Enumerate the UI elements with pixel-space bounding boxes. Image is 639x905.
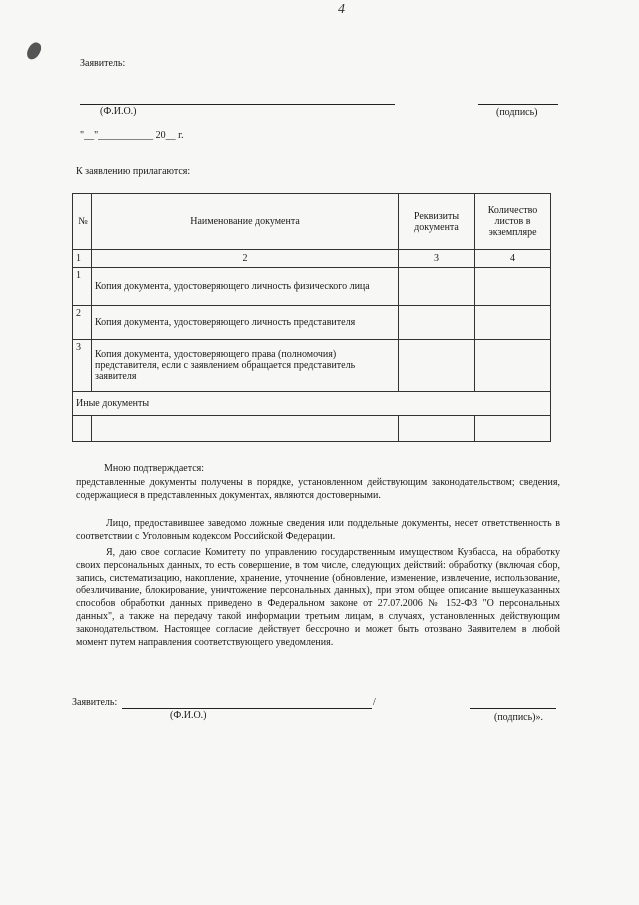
header-name: Наименование документа <box>92 194 399 250</box>
row-num: 3 <box>73 340 92 392</box>
row-num: 2 <box>73 306 92 340</box>
footer-signature-caption: (подпись)». <box>494 712 544 723</box>
row-requisites <box>399 268 475 306</box>
table-other-row <box>73 392 551 416</box>
date-line: "__"___________ 20__ г. <box>80 130 184 141</box>
confirm-text: представленные документы получены в порядке, установленном действующим законодательством; сведения, содержащиеся в представленных документах, являются достоверными. <box>76 477 560 501</box>
table-row <box>73 340 551 392</box>
footer-fio-line <box>122 708 372 709</box>
colnum-1: 1 <box>73 250 92 268</box>
other-docs-label: Иные документы <box>73 392 551 416</box>
row-sheets <box>475 416 551 442</box>
fio-caption: (Ф.И.О.) <box>100 106 137 117</box>
table-row <box>73 306 551 340</box>
header-num: № <box>73 194 92 250</box>
applicant-label: Заявитель: <box>80 58 126 69</box>
footer-applicant-label: Заявитель: <box>72 697 118 708</box>
row-name: Копия документа, удостоверяющего личность физического лица <box>92 268 399 306</box>
row-requisites <box>399 340 475 392</box>
header-sheets: Количество листов в экземпляре <box>475 194 551 250</box>
page-number: 4 <box>338 2 345 17</box>
confirm-heading: Мною подтверждается: <box>104 463 205 474</box>
row-sheets <box>475 268 551 306</box>
row-num: 1 <box>73 268 92 306</box>
table-row <box>73 268 551 306</box>
row-num <box>73 416 92 442</box>
footer-slash: / <box>373 697 376 708</box>
row-sheets <box>475 306 551 340</box>
signature-caption: (подпись) <box>496 107 538 118</box>
table-row <box>73 416 551 442</box>
consent-text: Я, даю свое согласие Комитету по управлению государственным имуществом Кузбасса, на обработку своих персональных данных, то есть совершение, в том числе, следующих действий: обработку (включая сбор, запись, систематизацию, накопление, хранение, уточнение (обновление, изменение, извлечение, использование, обезличивание, блокирование, уничтожение персональных данных), при этом общее описание вышеуказанных способов обработки данных приведено в Федеральном законе от 27.07.2006 № 152-ФЗ "О персональных данных", а также на передачу такой информации третьим лицам, в случаях, установленных действующим законодательством. Настоящее согласие действует бессрочно и может быть отозвано Заявителем в любой момент путем направления соответствующего уведомления. <box>76 547 560 648</box>
header-requisites: Реквизиты документа <box>399 194 475 250</box>
row-requisites <box>399 306 475 340</box>
signature-line <box>478 104 558 105</box>
attachments-heading: К заявлению прилагаются: <box>76 166 191 177</box>
row-name <box>92 416 399 442</box>
ink-mark <box>25 40 43 61</box>
colnum-3: 3 <box>399 250 475 268</box>
colnum-4: 4 <box>475 250 551 268</box>
row-requisites <box>399 416 475 442</box>
row-name: Копия документа, удостоверяющего личность представителя <box>92 306 399 340</box>
footer-signature-line <box>470 708 556 709</box>
table-header-row <box>73 194 551 250</box>
liability-text: Лицо, предоставившее заведомо ложные сведения или поддельные документы, несет ответственность в соответствии с Уголовным кодексом Российской Федерации. <box>76 518 560 542</box>
table-colnum-row <box>73 250 551 268</box>
attachments-table <box>72 193 551 442</box>
row-name: Копия документа, удостоверяющего права (полномочия) представителя, если с заявлением обращается представитель заявителя <box>92 340 399 392</box>
footer-fio-caption: (Ф.И.О.) <box>170 710 207 721</box>
colnum-2: 2 <box>92 250 399 268</box>
row-sheets <box>475 340 551 392</box>
fio-line <box>80 104 395 105</box>
